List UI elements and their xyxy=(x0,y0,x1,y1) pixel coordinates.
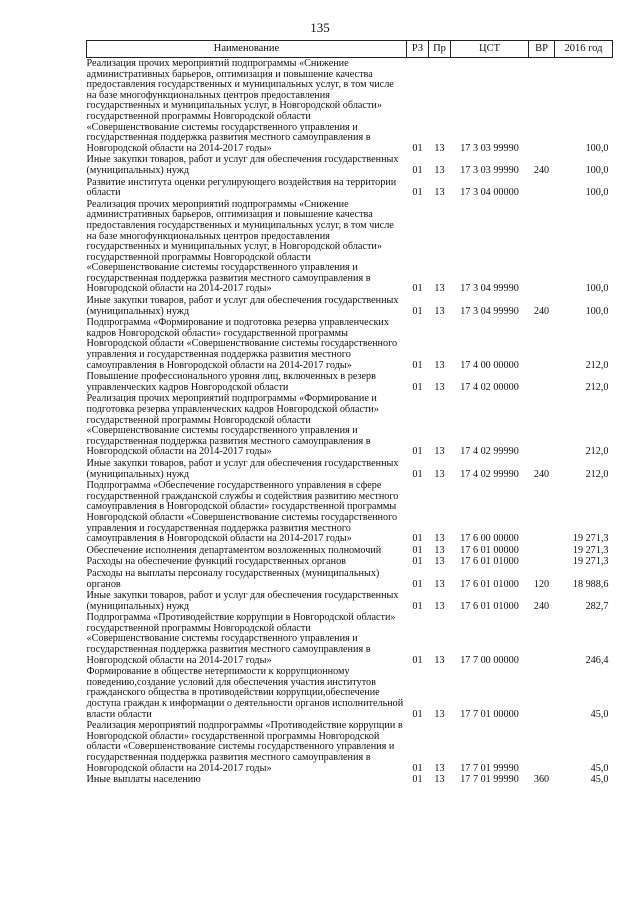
row-rz: 01 xyxy=(412,762,423,774)
row-cst: 17 7 00 00000 xyxy=(460,654,519,666)
row-amount: 100,0 xyxy=(585,283,609,295)
row-pr: 13 xyxy=(434,556,445,568)
row-vr: 120 xyxy=(533,578,550,590)
table-row xyxy=(87,545,613,557)
row-cst: 17 4 02 99990 xyxy=(460,446,519,458)
row-pr: 13 xyxy=(434,544,445,556)
row-vr xyxy=(529,199,555,295)
table-row xyxy=(87,568,613,590)
row-pr: 13 xyxy=(434,283,445,295)
row-name: Расходы на обеспечение функций государственных органов xyxy=(86,556,346,568)
table-row xyxy=(87,393,613,458)
row-vr xyxy=(529,393,555,458)
row-cst: 17 3 03 99990 xyxy=(460,142,519,154)
row-rz: 01 xyxy=(412,578,423,590)
row-name: Реализация мероприятий подпрограммы «Противодействие коррупции в Новгородской области» государственной программы Новгородской области «Совершенствование системы государственного управления и государственная поддержка развития местного самоуправления в Новгородской области на 2014-2017 годы» xyxy=(86,720,403,774)
table-row xyxy=(87,774,613,786)
row-rz: 01 xyxy=(412,468,423,480)
row-cst: 17 4 00 00000 xyxy=(460,359,519,371)
row-cst: 17 3 03 99990 xyxy=(460,164,519,176)
row-rz: 01 xyxy=(412,142,423,154)
row-cst: 17 6 01 01000 xyxy=(460,578,519,590)
row-pr: 13 xyxy=(434,708,445,720)
row-name: Подпрограмма «Формирование и подготовка резерва управленческих кадров Новгородской области» государственной программы Новгородской области «Совершенствование системы государственного управления и государственная поддержка развития местного самоуправления в Новгородской области на 2014-2017 годы» xyxy=(86,317,398,371)
row-cst: 17 7 01 99990 xyxy=(460,774,519,786)
row-rz: 01 xyxy=(412,544,423,556)
row-vr: 240 xyxy=(533,600,550,612)
row-rz: 01 xyxy=(412,708,423,720)
row-name: Иные выплаты населению xyxy=(86,774,201,786)
row-amount: 100,0 xyxy=(585,142,609,154)
row-name: Иные закупки товаров, работ и услуг для обеспечения государственных (муниципальных) нужд xyxy=(86,295,399,317)
row-amount: 19 271,3 xyxy=(572,533,609,545)
row-rz: 01 xyxy=(412,283,423,295)
row-rz: 01 xyxy=(412,187,423,199)
row-pr: 13 xyxy=(434,305,445,317)
row-vr: 360 xyxy=(533,774,550,786)
row-name: Реализация прочих мероприятий подпрограммы «Снижение административных барьеров, оптимизация и повышение качества предоставления государственных и муниципальных услуг, в том числе на базе многофункциональных центров предоставления государственных и муниципальных услуг, в Новгородской области» государственной программы Новгородской области «Совершенствование системы государственного управления и государственная поддержка развития местного самоуправления в Новгородской области на 2014-2017 годы» xyxy=(86,58,394,154)
row-rz: 01 xyxy=(412,164,423,176)
row-name: Формирование в обществе нетерпимости к коррупционному поведению,создание условий для обеспечения участия институтов гражданского общества в противодействии коррупции,обеспечение доступа граждан к информации о деятельности органов исполнительной власти области xyxy=(86,666,404,720)
row-pr: 13 xyxy=(434,654,445,666)
table-row xyxy=(87,666,613,720)
row-rz: 01 xyxy=(412,556,423,568)
row-cst: 17 6 01 01000 xyxy=(460,556,519,568)
row-vr xyxy=(529,612,555,666)
row-rz: 01 xyxy=(412,600,423,612)
row-vr xyxy=(529,720,555,774)
row-name: Подпрограмма «Обеспечение государственного управления в сфере государственной гражданской службы и содействия развитию местного самоуправления в Новгородской области» государственной программы Новгородской области «Совершенствование системы государственного управления и государственная поддержка развития местного самоуправления в Новгородской области на 2014-2017 годы» xyxy=(86,480,399,545)
row-name: Реализация прочих мероприятий подпрограммы «Снижение административных барьеров, оптимизация и повышение качества предоставления государственных и муниципальных услуг, в том числе на базе многофункциональных центров предоставления государственных и муниципальных услуг, в Новгородской области» государственной программы Новгородской области «Совершенствование системы государственного управления и государственная поддержка развития местного самоуправления в Новгородской области на 2014-2017 годы» xyxy=(86,198,394,295)
table-row xyxy=(87,295,613,317)
row-name: Развитие института оценки регулирующего воздействия на территории области xyxy=(86,176,397,199)
table-row xyxy=(87,371,613,393)
row-cst: 17 4 02 00000 xyxy=(460,381,519,393)
table-row xyxy=(87,177,613,199)
row-rz: 01 xyxy=(412,774,423,786)
row-name: Расходы на выплаты персоналу государственных (муниципальных) органов xyxy=(86,567,380,590)
row-name: Реализация прочих мероприятий подпрограммы «Формирование и подготовка резерва управленческих кадров Новгородской области» государственной программы Новгородской области «Совершенствование системы государственного управления и государственная поддержка развития местного самоуправления в Новгородской области на 2014-2017 годы» xyxy=(86,393,379,458)
row-cst: 17 3 04 99990 xyxy=(460,305,519,317)
column-header-rz: РЗ xyxy=(407,41,429,58)
row-vr xyxy=(529,58,555,155)
row-amount: 282,7 xyxy=(585,600,609,612)
row-amount: 18 988,6 xyxy=(572,578,609,590)
row-vr: 240 xyxy=(533,164,550,176)
row-amount: 45,0 xyxy=(590,762,609,774)
table-row xyxy=(87,154,613,176)
table-row xyxy=(87,556,613,568)
row-rz: 01 xyxy=(412,305,423,317)
row-pr: 13 xyxy=(434,600,445,612)
row-pr: 13 xyxy=(434,578,445,590)
row-cst: 17 6 00 00000 xyxy=(460,533,519,545)
table-row xyxy=(87,612,613,666)
row-pr: 13 xyxy=(434,164,445,176)
row-pr: 13 xyxy=(434,381,445,393)
column-header-pr: Пр xyxy=(429,41,451,58)
column-header-cst: ЦСТ xyxy=(451,41,529,58)
table-row xyxy=(87,199,613,295)
row-vr xyxy=(529,556,555,568)
row-amount: 212,0 xyxy=(585,359,609,371)
row-amount: 212,0 xyxy=(585,468,609,480)
row-cst: 17 4 02 99990 xyxy=(460,468,519,480)
row-rz: 01 xyxy=(412,654,423,666)
row-name: Повышение профессионального уровня лиц, включенных в резерв управленческих кадров Новгородской области xyxy=(86,371,376,393)
row-vr xyxy=(529,317,555,371)
row-amount: 45,0 xyxy=(590,774,609,786)
column-header-vr: ВР xyxy=(529,41,555,58)
row-rz: 01 xyxy=(412,533,423,545)
table-row xyxy=(87,317,613,371)
row-rz: 01 xyxy=(412,446,423,458)
row-pr: 13 xyxy=(434,468,445,480)
table-row xyxy=(87,480,613,545)
row-amount: 45,0 xyxy=(590,708,609,720)
row-vr xyxy=(529,545,555,557)
table-row xyxy=(87,58,613,155)
row-name: Иные закупки товаров, работ и услуг для обеспечения государственных (муниципальных) нужд xyxy=(86,154,399,176)
column-header-name: Наименование xyxy=(87,41,407,58)
row-amount: 212,0 xyxy=(585,446,609,458)
row-name: Иные закупки товаров, работ и услуг для обеспечения государственных (муниципальных) нужд xyxy=(86,590,399,612)
row-cst: 17 7 01 99990 xyxy=(460,762,519,774)
row-amount: 212,0 xyxy=(585,381,609,393)
row-vr: 240 xyxy=(533,305,550,317)
row-name: Иные закупки товаров, работ и услуг для обеспечения государственных (муниципальных) нужд xyxy=(86,457,399,480)
row-vr xyxy=(529,480,555,545)
row-pr: 13 xyxy=(434,774,445,786)
row-vr xyxy=(529,666,555,720)
row-pr: 13 xyxy=(434,446,445,458)
row-cst: 17 3 04 00000 xyxy=(460,187,519,199)
row-rz: 01 xyxy=(412,381,423,393)
row-pr: 13 xyxy=(434,533,445,545)
table-header xyxy=(87,41,613,58)
row-pr: 13 xyxy=(434,187,445,199)
row-amount: 19 271,3 xyxy=(572,556,609,568)
row-cst: 17 3 04 99990 xyxy=(460,283,519,295)
row-amount: 100,0 xyxy=(585,305,609,317)
row-vr xyxy=(529,371,555,393)
row-name: Обеспечение исполнения департаментом возложенных полномочий xyxy=(86,544,382,556)
row-cst: 17 6 01 01000 xyxy=(460,600,519,612)
row-pr: 13 xyxy=(434,359,445,371)
row-rz: 01 xyxy=(412,359,423,371)
row-vr: 240 xyxy=(533,468,550,480)
page-number: 135 xyxy=(310,20,330,35)
row-amount: 100,0 xyxy=(585,187,609,199)
table-row xyxy=(87,720,613,774)
row-name: Подпрограмма «Противодействие коррупции в Новгородской области» государственной программы Новгородской области «Совершенствование системы государственного управления и государственная поддержка развития местного самоуправления в Новгородской области на 2014-2017 годы» xyxy=(86,612,396,666)
row-pr: 13 xyxy=(434,142,445,154)
row-amount: 19 271,3 xyxy=(572,544,609,556)
row-vr xyxy=(529,177,555,199)
row-cst: 17 7 01 00000 xyxy=(460,708,519,720)
table-row xyxy=(87,458,613,480)
row-amount: 100,0 xyxy=(585,164,609,176)
row-amount: 246,4 xyxy=(585,654,609,666)
row-pr: 13 xyxy=(434,762,445,774)
column-header-year: 2016 год xyxy=(555,41,613,58)
table-row xyxy=(87,590,613,612)
row-cst: 17 6 01 00000 xyxy=(460,544,519,556)
budget-table xyxy=(86,40,613,786)
